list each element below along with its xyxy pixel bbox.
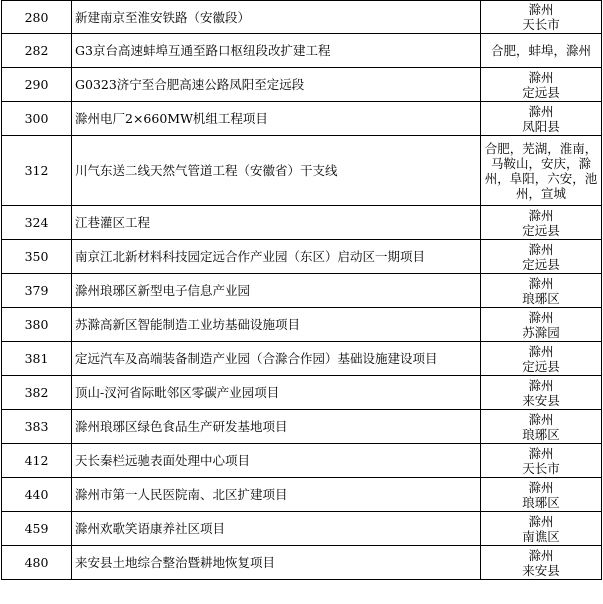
location-line: 定远县 <box>522 84 560 100</box>
project-location <box>481 444 602 478</box>
project-location <box>481 68 602 102</box>
table-row <box>2 512 602 546</box>
project-name: G3京台高速蚌埠互通至路口枢纽段改扩建工程 <box>72 34 481 68</box>
table-row <box>2 274 602 308</box>
project-name: 滁州欢歌笑语康养社区项目 <box>72 512 481 546</box>
table-row <box>2 308 602 342</box>
project-table <box>1 0 602 580</box>
location-line: 定远县 <box>522 222 560 238</box>
table-row <box>2 1 602 34</box>
location-line: 滁州 <box>528 207 554 223</box>
location-line: 滁州 <box>528 513 554 529</box>
project-location <box>481 308 602 342</box>
project-location <box>481 478 602 512</box>
row-number: 280 <box>2 1 72 34</box>
project-location <box>481 342 602 376</box>
project-name: 滁州琅琊区新型电子信息产业园 <box>72 274 481 308</box>
location-line: 琅琊区 <box>522 426 560 442</box>
table-row <box>2 546 602 580</box>
project-name: 来安县土地综合整治暨耕地恢复项目 <box>72 546 481 580</box>
row-number: 382 <box>2 376 72 410</box>
location-line: 苏滁园 <box>522 324 560 340</box>
project-location <box>481 34 602 68</box>
row-number: 440 <box>2 478 72 512</box>
project-name: 滁州琅琊区绿色食品生产研发基地项目 <box>72 410 481 444</box>
project-name: 滁州电厂2×660MW机组工程项目 <box>72 102 481 136</box>
project-location <box>481 1 602 34</box>
location-line: 天长市 <box>522 460 560 476</box>
table-row <box>2 478 602 512</box>
row-number: 282 <box>2 34 72 68</box>
row-number: 290 <box>2 68 72 102</box>
project-name: 川气东送二线天然气管道工程（安徽省）干支线 <box>72 136 481 206</box>
project-location <box>481 102 602 136</box>
location-line: 定远县 <box>522 358 560 374</box>
table-row <box>2 136 602 206</box>
table-row <box>2 410 602 444</box>
location-line: 滁州 <box>528 241 554 257</box>
project-name: 南京江北新材料科技园定远合作产业园（东区）启动区一期项目 <box>72 240 481 274</box>
row-number: 383 <box>2 410 72 444</box>
project-name: G0323济宁至合肥高速公路凤阳至定远段 <box>72 68 481 102</box>
row-number: 379 <box>2 274 72 308</box>
row-number: 412 <box>2 444 72 478</box>
location-line: 定远县 <box>522 256 560 272</box>
location-line: 州，宣城 <box>515 185 566 201</box>
location-line: 滁州 <box>528 411 554 427</box>
location-line: 滁州 <box>528 309 554 325</box>
location-line: 滁州 <box>528 479 554 495</box>
row-number: 480 <box>2 546 72 580</box>
location-line: 来安县 <box>522 392 560 408</box>
row-number: 312 <box>2 136 72 206</box>
row-number: 300 <box>2 102 72 136</box>
table-row <box>2 68 602 102</box>
location-line: 天长市 <box>522 17 560 32</box>
row-number: 324 <box>2 206 72 240</box>
row-number: 381 <box>2 342 72 376</box>
table-row <box>2 342 602 376</box>
project-location <box>481 136 602 206</box>
project-name: 江巷灌区工程 <box>72 206 481 240</box>
project-location <box>481 512 602 546</box>
location-line: 马鞍山，安庆，滁 <box>490 155 591 171</box>
location-line: 来安县 <box>522 562 560 578</box>
project-location <box>481 240 602 274</box>
location-line: 南谯区 <box>522 528 560 544</box>
project-table-body <box>2 1 602 580</box>
row-number: 380 <box>2 308 72 342</box>
location-line: 琅琊区 <box>522 494 560 510</box>
location-line: 滁州 <box>528 343 554 359</box>
location-line: 州，阜阳，六安，池 <box>484 170 598 186</box>
table-row <box>2 102 602 136</box>
project-location <box>481 410 602 444</box>
location-line: 滁州 <box>528 275 554 291</box>
project-name: 定远汽车及高端装备制造产业园（合滁合作园）基础设施建设项目 <box>72 342 481 376</box>
location-line: 滁州 <box>528 377 554 393</box>
project-location <box>481 546 602 580</box>
location-line: 合肥，芜湖，淮南， <box>484 140 598 156</box>
project-location <box>481 274 602 308</box>
row-number: 350 <box>2 240 72 274</box>
location-line: 滁州 <box>528 103 554 119</box>
table-row <box>2 444 602 478</box>
project-name: 新建南京至淮安铁路（安徽段） <box>72 1 481 34</box>
project-name: 天长秦栏远驰表面处理中心项目 <box>72 444 481 478</box>
table-row <box>2 376 602 410</box>
location-line: 滁州 <box>528 547 554 563</box>
table-row <box>2 206 602 240</box>
location-line: 凤阳县 <box>522 118 560 134</box>
project-location <box>481 206 602 240</box>
project-name: 苏滁高新区智能制造工业坊基础设施项目 <box>72 308 481 342</box>
project-location <box>481 376 602 410</box>
row-number: 459 <box>2 512 72 546</box>
table-row <box>2 34 602 68</box>
location-line: 合肥，蚌埠，滁州 <box>490 43 591 58</box>
location-line: 滁州 <box>528 69 554 85</box>
location-line: 琅琊区 <box>522 290 560 306</box>
location-line: 滁州 <box>528 445 554 461</box>
project-name: 滁州市第一人民医院南、北区扩建项目 <box>72 478 481 512</box>
location-line: 滁州 <box>528 2 554 17</box>
project-name: 顶山-汊河省际毗邻区零碳产业园项目 <box>72 376 481 410</box>
table-row <box>2 240 602 274</box>
